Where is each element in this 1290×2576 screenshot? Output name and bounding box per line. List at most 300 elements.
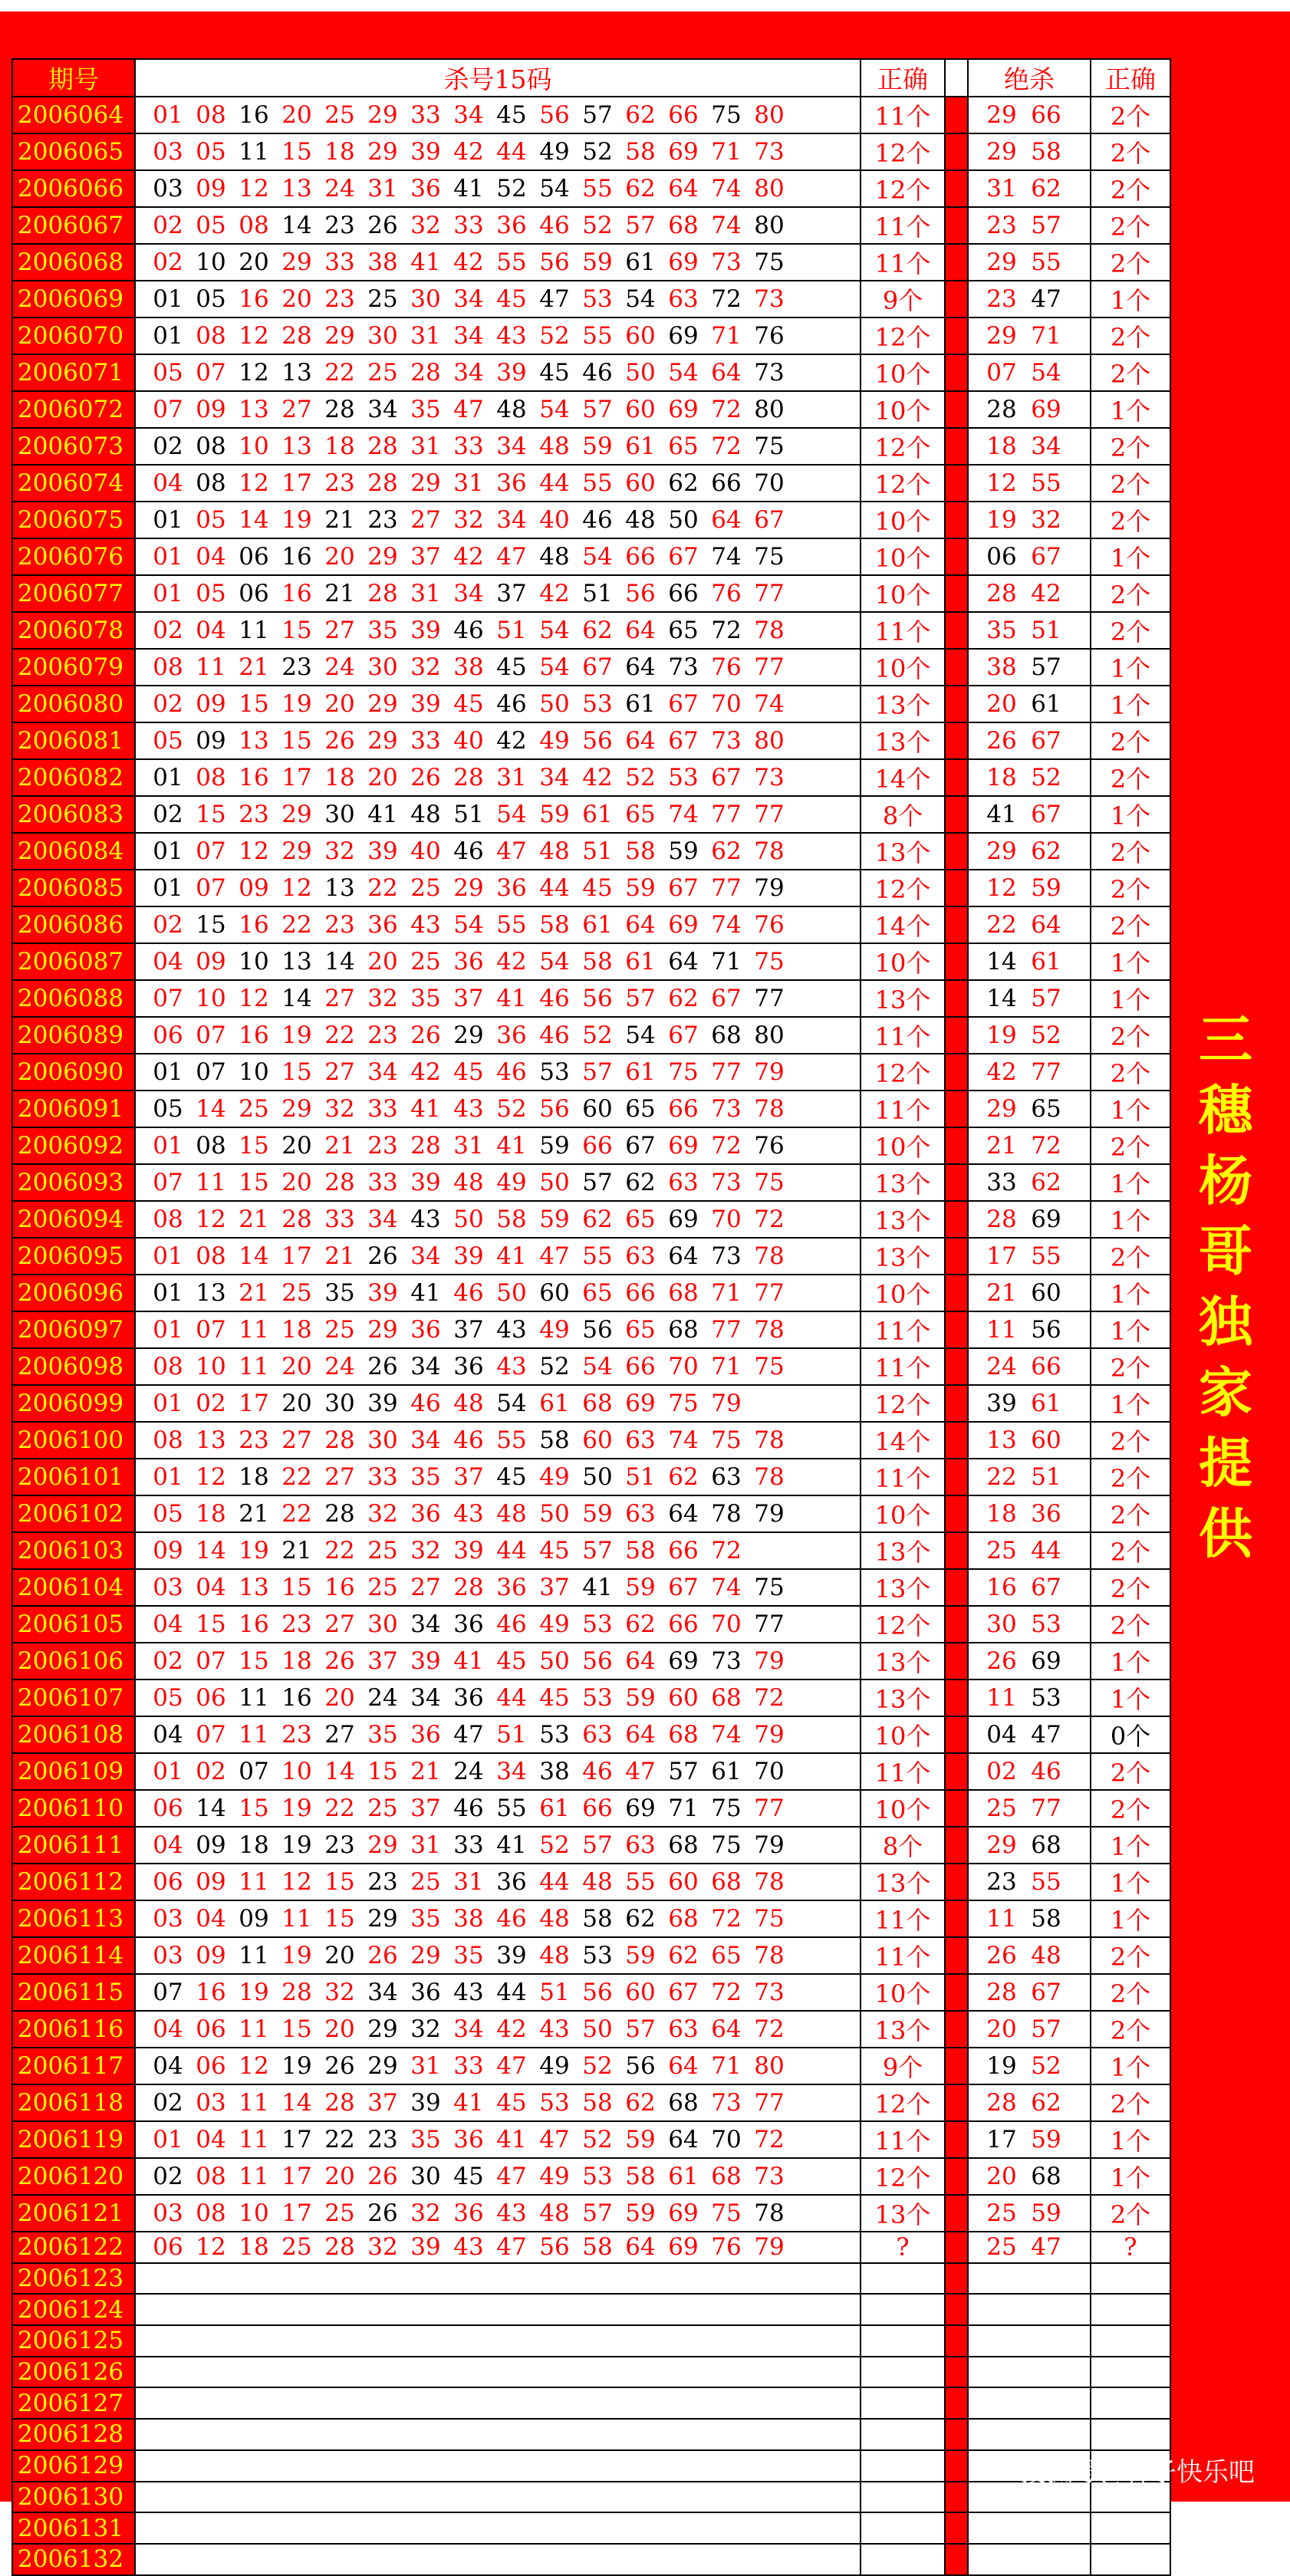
kill-numbers-cell xyxy=(135,2011,861,2048)
kill-number: 50 xyxy=(539,1647,570,1675)
kill-number: 73 xyxy=(711,1095,742,1123)
correct-count-cell: 13个 xyxy=(861,1164,945,1201)
kill-numbers-cell xyxy=(135,1164,861,1201)
absolute-kill-cell xyxy=(968,1127,1091,1164)
kill-number: 46 xyxy=(582,506,613,534)
gap-cell xyxy=(945,2419,968,2450)
period-cell: 2006099 xyxy=(12,1385,135,1422)
kill-number: 69 xyxy=(668,322,699,350)
kill-number: 36 xyxy=(453,2126,484,2153)
kill-number: 45 xyxy=(453,690,484,718)
absolute-correct-cell: 2个 xyxy=(1091,575,1170,612)
kill-number: 43 xyxy=(410,911,441,939)
kill-number: 56 xyxy=(539,2233,570,2262)
kill-number: 48 xyxy=(582,1868,613,1896)
kill-number: 16 xyxy=(196,1979,226,2006)
kill-number: 48 xyxy=(410,801,441,828)
absolute-kill-number: 60 xyxy=(1031,1426,1061,1454)
kill-number: 56 xyxy=(582,1979,613,2006)
kill-number: 26 xyxy=(367,212,398,239)
kill-number: 11 xyxy=(281,1905,312,1933)
kill-number: 76 xyxy=(711,580,742,607)
kill-number: 79 xyxy=(754,1647,785,1675)
absolute-kill-cell xyxy=(968,1348,1091,1385)
absolute-kill-number: 44 xyxy=(1031,1537,1061,1564)
period-cell: 2006065 xyxy=(12,133,135,170)
kill-number: 19 xyxy=(281,1795,312,1822)
kill-number: 33 xyxy=(453,433,484,460)
kill-number: 15 xyxy=(324,1868,355,1896)
kill-number: 45 xyxy=(496,1647,527,1675)
period-cell: 2006101 xyxy=(12,1459,135,1495)
kill-numbers-cell xyxy=(135,2294,861,2325)
kill-number: 34 xyxy=(367,1058,398,1086)
absolute-correct-cell: 2个 xyxy=(1091,465,1170,502)
kill-number: 25 xyxy=(410,948,441,975)
absolute-kill-number: 22 xyxy=(986,911,1017,939)
kill-number: 56 xyxy=(539,1095,570,1123)
kill-number: 43 xyxy=(496,1316,527,1344)
correct-count-cell: 12个 xyxy=(861,133,945,170)
absolute-correct-cell: 1个 xyxy=(1091,2121,1170,2158)
kill-number: 23 xyxy=(324,285,355,313)
absolute-kill-number: 29 xyxy=(986,248,1017,276)
absolute-kill-number: 47 xyxy=(1031,285,1061,313)
table-row xyxy=(12,317,1170,354)
kill-number: 42 xyxy=(496,2015,527,2043)
kill-number: 36 xyxy=(410,1500,441,1528)
absolute-kill-number: 02 xyxy=(986,1758,1017,1785)
correct-count-cell: 13个 xyxy=(861,1643,945,1679)
kill-number: 47 xyxy=(496,2163,527,2190)
kill-number: 25 xyxy=(367,1795,398,1822)
kill-number: 62 xyxy=(625,1169,656,1196)
kill-number: 59 xyxy=(625,1942,656,1969)
kill-number: 75 xyxy=(754,543,785,571)
absolute-correct-cell: 1个 xyxy=(1091,1900,1170,1937)
absolute-kill-cell xyxy=(968,2263,1091,2295)
kill-number: 45 xyxy=(539,359,570,387)
kill-number: 68 xyxy=(668,1316,699,1344)
period-cell: 2006069 xyxy=(12,281,135,317)
absolute-kill-number: 07 xyxy=(986,359,1017,387)
kill-number: 78 xyxy=(754,1095,785,1123)
kill-number: 68 xyxy=(582,1390,613,1417)
kill-number: 31 xyxy=(410,433,441,460)
kill-number: 54 xyxy=(668,359,699,387)
correct-count-cell: 11个 xyxy=(861,612,945,649)
table-row xyxy=(12,1348,1170,1385)
kill-number: 22 xyxy=(324,1022,355,1049)
kill-number: 80 xyxy=(754,396,785,423)
gap-cell xyxy=(945,244,968,281)
kill-number: 77 xyxy=(754,653,785,681)
table-row xyxy=(12,2084,1170,2121)
kill-number: 59 xyxy=(625,2126,656,2153)
kill-number: 73 xyxy=(711,1169,742,1196)
absolute-kill-number: 21 xyxy=(986,1279,1017,1307)
kill-number: 20 xyxy=(324,1942,355,1969)
absolute-kill-cell xyxy=(968,2048,1091,2084)
absolute-kill-number: 64 xyxy=(1031,911,1061,939)
kill-number: 77 xyxy=(711,1058,742,1086)
kill-number: 49 xyxy=(539,1463,570,1491)
absolute-kill-number: 60 xyxy=(1031,1279,1061,1307)
kill-numbers-cell xyxy=(135,465,861,502)
kill-number: 09 xyxy=(196,1942,226,1969)
absolute-kill-cell xyxy=(968,354,1091,391)
kill-number: 58 xyxy=(582,2233,613,2262)
kill-number: 79 xyxy=(754,874,785,902)
table-row xyxy=(12,2195,1170,2232)
kill-number: 36 xyxy=(367,911,398,939)
absolute-kill-cell xyxy=(968,2232,1091,2263)
kill-number: 62 xyxy=(625,175,656,202)
kill-number: 64 xyxy=(711,506,742,534)
period-cell: 2006121 xyxy=(12,2195,135,2232)
kill-number: 09 xyxy=(196,1868,226,1896)
kill-number: 30 xyxy=(324,801,355,828)
absolute-kill-cell xyxy=(968,686,1091,722)
period-cell: 2006114 xyxy=(12,1937,135,1974)
kill-number: 13 xyxy=(196,1279,226,1307)
kill-number: 52 xyxy=(539,1353,570,1380)
kill-number: 11 xyxy=(196,1169,226,1196)
kill-number: 35 xyxy=(410,2126,441,2153)
absolute-kill-cell xyxy=(968,575,1091,612)
kill-number: 10 xyxy=(239,2199,269,2227)
kill-number: 36 xyxy=(496,1574,527,1601)
absolute-correct-cell: 2个 xyxy=(1091,1532,1170,1569)
correct-count-cell: 13个 xyxy=(861,686,945,722)
kill-number: 25 xyxy=(367,285,398,313)
kill-numbers-cell xyxy=(135,244,861,281)
table-row xyxy=(12,1164,1170,1201)
correct-count-cell: 11个 xyxy=(861,207,945,244)
absolute-correct-cell: 1个 xyxy=(1091,1311,1170,1348)
absolute-kill-cell xyxy=(968,2011,1091,2048)
kill-number: 28 xyxy=(367,469,398,497)
kill-number: 33 xyxy=(410,727,441,755)
gap-cell xyxy=(945,759,968,796)
kill-number: 75 xyxy=(754,1905,785,1933)
absolute-kill-number: 62 xyxy=(1031,175,1061,202)
correct-count-cell: 12个 xyxy=(861,1606,945,1643)
kill-number: 43 xyxy=(539,2015,570,2043)
kill-number: 12 xyxy=(196,1463,226,1491)
kill-number: 69 xyxy=(668,1647,699,1675)
absolute-kill-number: 51 xyxy=(1031,617,1061,644)
kill-number: 15 xyxy=(281,138,312,166)
kill-number: 29 xyxy=(281,1095,312,1123)
kill-number: 69 xyxy=(668,248,699,276)
kill-number: 49 xyxy=(539,1316,570,1344)
kill-number: 28 xyxy=(324,396,355,423)
table-row xyxy=(12,980,1170,1017)
kill-numbers-cell xyxy=(135,1679,861,1716)
absolute-kill-number: 20 xyxy=(986,690,1017,718)
correct-count-cell: 11个 xyxy=(861,1937,945,1974)
kill-numbers-cell xyxy=(135,2357,861,2388)
kill-number: 65 xyxy=(582,1279,613,1307)
kill-number: 20 xyxy=(324,690,355,718)
kill-number: 25 xyxy=(281,1279,312,1307)
watermark: 搜狐号@谷子快乐吧 xyxy=(1020,2457,1255,2488)
absolute-kill-cell xyxy=(968,2419,1091,2450)
kill-number: 16 xyxy=(239,1610,269,1638)
gap-cell xyxy=(945,870,968,906)
kill-numbers-cell xyxy=(135,170,861,207)
period-cell: 2006073 xyxy=(12,428,135,465)
kill-number: 55 xyxy=(582,175,613,202)
kill-number: 48 xyxy=(625,506,656,534)
kill-number: 08 xyxy=(196,2163,226,2190)
absolute-kill-number: 25 xyxy=(986,2199,1017,2227)
kill-number: 02 xyxy=(153,690,183,718)
kill-number: 66 xyxy=(582,1132,613,1160)
kill-number: 33 xyxy=(453,1831,484,1859)
absolute-kill-cell xyxy=(968,1385,1091,1422)
kill-number: 43 xyxy=(496,1353,527,1380)
kill-number: 73 xyxy=(711,1647,742,1675)
kill-number: 55 xyxy=(582,1242,613,1270)
correct-count-cell xyxy=(861,2357,945,2388)
gap-cell xyxy=(945,1348,968,1385)
kill-number: 67 xyxy=(582,653,613,681)
kill-number: 23 xyxy=(324,1831,355,1859)
table-row xyxy=(12,2512,1170,2544)
kill-number: 34 xyxy=(410,1684,441,1712)
period-cell: 2006113 xyxy=(12,1900,135,1937)
gap-cell xyxy=(945,1900,968,1937)
correct-count-cell: 11个 xyxy=(861,1311,945,1348)
kill-number: 24 xyxy=(367,1684,398,1712)
kill-number: 17 xyxy=(281,2126,312,2153)
kill-number: 41 xyxy=(496,1831,527,1859)
kill-numbers-cell xyxy=(135,428,861,465)
kill-number: 20 xyxy=(367,764,398,791)
kill-number: 39 xyxy=(453,1242,484,1270)
kill-number: 52 xyxy=(539,1831,570,1859)
kill-number: 43 xyxy=(453,1095,484,1123)
absolute-kill-number: 21 xyxy=(986,1132,1017,1160)
kill-number: 28 xyxy=(367,580,398,607)
kill-number: 79 xyxy=(711,1390,742,1417)
correct-count-cell: 10个 xyxy=(861,1974,945,2011)
kill-number: 66 xyxy=(625,1279,656,1307)
kill-number: 69 xyxy=(668,396,699,423)
period-cell: 2006105 xyxy=(12,1606,135,1643)
kill-number: 78 xyxy=(754,1868,785,1896)
kill-number: 67 xyxy=(668,1022,699,1049)
gap-cell xyxy=(945,1091,968,1127)
kill-number: 34 xyxy=(367,396,398,423)
correct-count-cell: 9个 xyxy=(861,2048,945,2084)
correct-count-cell: 12个 xyxy=(861,428,945,465)
kill-number: 44 xyxy=(496,1684,527,1712)
absolute-kill-cell xyxy=(968,1827,1091,1864)
kill-number: 60 xyxy=(625,322,656,350)
table-row xyxy=(12,1790,1170,1827)
kill-number: 47 xyxy=(625,1758,656,1785)
kill-number: 39 xyxy=(410,1169,441,1196)
kill-number: 01 xyxy=(153,2126,183,2153)
kill-number: 29 xyxy=(324,322,355,350)
kill-number: 56 xyxy=(582,727,613,755)
kill-number: 61 xyxy=(625,1058,656,1086)
kill-number: 59 xyxy=(668,837,699,865)
absolute-kill-cell xyxy=(968,1532,1091,1569)
kill-number: 25 xyxy=(367,1574,398,1601)
gap-cell xyxy=(945,1459,968,1495)
kill-number: 08 xyxy=(153,653,183,681)
kill-number: 36 xyxy=(410,175,441,202)
absolute-correct-cell: 2个 xyxy=(1091,1238,1170,1275)
kill-numbers-cell xyxy=(135,2450,861,2482)
kill-number: 77 xyxy=(711,801,742,828)
kill-number: 66 xyxy=(668,1095,699,1123)
kill-number: 25 xyxy=(410,1868,441,1896)
table-row xyxy=(12,575,1170,612)
period-cell: 2006084 xyxy=(12,833,135,870)
gap-cell xyxy=(945,133,968,170)
kill-number: 37 xyxy=(453,1463,484,1491)
correct-count-cell xyxy=(861,2450,945,2482)
kill-number: 08 xyxy=(153,1353,183,1380)
absolute-correct-cell: 1个 xyxy=(1091,686,1170,722)
kill-number: 12 xyxy=(239,469,269,497)
kill-number: 80 xyxy=(754,175,785,202)
kill-number: 30 xyxy=(367,653,398,681)
period-cell: 2006108 xyxy=(12,1716,135,1753)
kill-number: 72 xyxy=(711,1979,742,2006)
gap-cell xyxy=(945,354,968,391)
kill-number: 18 xyxy=(324,138,355,166)
kill-number: 51 xyxy=(539,1979,570,2006)
correct-count-cell: 12个 xyxy=(861,2084,945,2121)
kill-number: 67 xyxy=(711,764,742,791)
table-row xyxy=(12,1827,1170,1864)
kill-number: 60 xyxy=(582,1426,613,1454)
kill-number: 10 xyxy=(239,433,269,460)
gap-cell xyxy=(945,2084,968,2121)
kill-number: 65 xyxy=(668,433,699,460)
kill-number: 34 xyxy=(367,1979,398,2006)
kill-number: 32 xyxy=(324,1095,355,1123)
kill-number: 23 xyxy=(324,212,355,239)
kill-numbers-cell xyxy=(135,1827,861,1864)
kill-number: 61 xyxy=(582,801,613,828)
kill-number: 01 xyxy=(153,837,183,865)
absolute-correct-cell: 2个 xyxy=(1091,2011,1170,2048)
kill-number: 18 xyxy=(324,764,355,791)
kill-number: 33 xyxy=(367,1169,398,1196)
kill-number: 21 xyxy=(239,1279,269,1307)
kill-number: 11 xyxy=(239,617,269,644)
correct-count-cell: 10个 xyxy=(861,649,945,686)
absolute-correct-cell: 1个 xyxy=(1091,1385,1170,1422)
absolute-correct-cell: 1个 xyxy=(1091,281,1170,317)
kill-number: 22 xyxy=(281,1463,312,1491)
correct-count-cell: 10个 xyxy=(861,1716,945,1753)
absolute-kill-cell xyxy=(968,1864,1091,1900)
kill-number: 77 xyxy=(754,801,785,828)
kill-number: 32 xyxy=(367,2233,398,2262)
kill-number: 55 xyxy=(582,469,613,497)
kill-number: 58 xyxy=(625,1537,656,1564)
correct-count-cell xyxy=(861,2294,945,2325)
provider-tagline xyxy=(1195,1005,1256,1569)
kill-numbers-cell xyxy=(135,796,861,833)
kill-number: 20 xyxy=(281,285,312,313)
period-cell: 2006126 xyxy=(12,2357,135,2388)
kill-number: 65 xyxy=(625,1095,656,1123)
kill-number: 07 xyxy=(196,837,226,865)
kill-number: 23 xyxy=(239,801,269,828)
absolute-kill-number: 61 xyxy=(1031,690,1061,718)
tagline-char: 独 xyxy=(1199,1291,1252,1354)
kill-number: 35 xyxy=(410,396,441,423)
kill-number: 50 xyxy=(625,359,656,387)
header-gap xyxy=(945,59,968,97)
period-cell: 2006066 xyxy=(12,170,135,207)
kill-number: 20 xyxy=(281,1390,312,1417)
kill-number: 35 xyxy=(367,1721,398,1749)
kill-number: 56 xyxy=(539,248,570,276)
correct-count-cell: 13个 xyxy=(861,1238,945,1275)
kill-number: 15 xyxy=(239,1647,269,1675)
correct-count-cell xyxy=(861,2387,945,2419)
period-cell: 2006081 xyxy=(12,722,135,759)
absolute-kill-number: 61 xyxy=(1031,1390,1061,1417)
absolute-kill-cell xyxy=(968,1643,1091,1679)
absolute-kill-number: 28 xyxy=(986,580,1017,607)
kill-number: 46 xyxy=(539,1022,570,1049)
kill-number: 26 xyxy=(324,2052,355,2080)
kill-number: 41 xyxy=(496,2126,527,2153)
absolute-kill-cell xyxy=(968,133,1091,170)
gap-cell xyxy=(945,2121,968,2158)
kill-number: 21 xyxy=(281,1537,312,1564)
kill-number: 61 xyxy=(625,948,656,975)
kill-number: 13 xyxy=(239,396,269,423)
absolute-kill-number: 29 xyxy=(986,1095,1017,1123)
kill-number: 42 xyxy=(496,727,527,755)
kill-number: 63 xyxy=(625,1242,656,1270)
kill-number: 68 xyxy=(711,2163,742,2190)
kill-number: 08 xyxy=(239,212,269,239)
kill-number: 47 xyxy=(539,285,570,313)
kill-number: 65 xyxy=(625,1316,656,1344)
kill-number: 78 xyxy=(754,1942,785,1969)
kill-number: 21 xyxy=(324,1242,355,1270)
absolute-kill-number: 11 xyxy=(986,1316,1017,1344)
period-cell: 2006092 xyxy=(12,1127,135,1164)
header-row xyxy=(12,59,1170,97)
absolute-correct-cell xyxy=(1091,2325,1170,2357)
kill-number: 32 xyxy=(410,653,441,681)
kill-number: 15 xyxy=(239,1169,269,1196)
kill-number: 77 xyxy=(754,1610,785,1638)
absolute-correct-cell: 1个 xyxy=(1091,2048,1170,2084)
tagline-char: 家 xyxy=(1199,1361,1252,1424)
table-row xyxy=(12,2121,1170,2158)
kill-number: 24 xyxy=(324,175,355,202)
kill-number: 52 xyxy=(582,2052,613,2080)
kill-number: 41 xyxy=(410,1279,441,1307)
kill-number: 71 xyxy=(711,948,742,975)
kill-number: 77 xyxy=(711,874,742,902)
